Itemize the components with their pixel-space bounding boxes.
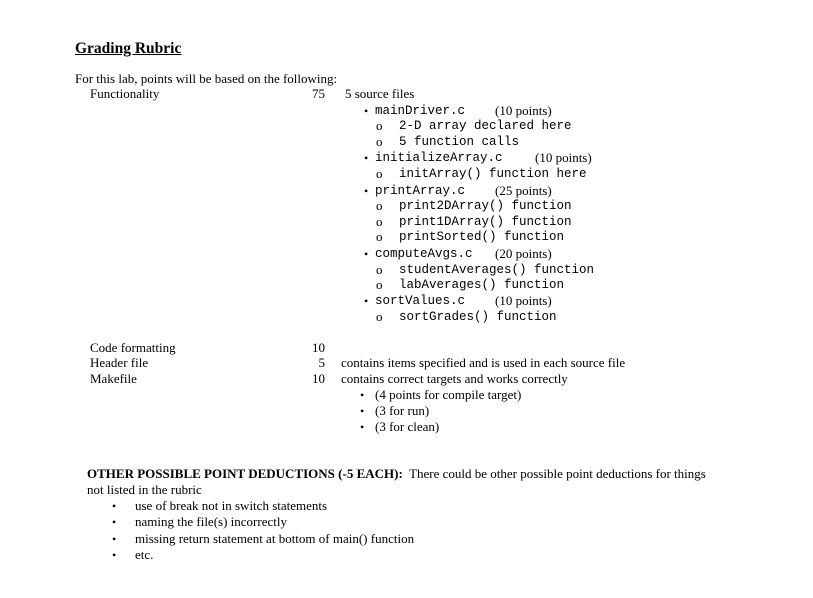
source-file-points: (10 points)	[495, 103, 552, 118]
source-file-name: sortValues.c	[375, 294, 466, 308]
source-file-detail: 2-D array declared here	[399, 119, 572, 133]
bullet-icon: •	[360, 404, 365, 418]
sub-bullet-icon: o	[376, 134, 383, 149]
sub-bullet-icon: o	[376, 229, 383, 244]
bullet-icon: •	[360, 388, 365, 402]
source-file-name: printArray.c	[375, 184, 466, 198]
sub-bullet-icon: o	[376, 309, 383, 324]
functionality-desc: 5 source files	[345, 86, 415, 101]
rubric-row-desc: contains items specified and is used in each source file	[341, 355, 626, 370]
functionality-points: 75	[312, 86, 325, 101]
deductions-paragraph	[87, 466, 706, 482]
sub-bullet-icon: o	[376, 262, 383, 277]
source-file-points: (20 points)	[495, 246, 552, 261]
rubric-row-label: Code formatting	[90, 340, 176, 355]
deductions-heading: OTHER POSSIBLE POINT DEDUCTIONS (-5 EACH):	[87, 466, 403, 481]
deduction-item: missing return statement at bottom of main() function	[135, 531, 415, 546]
sub-bullet-icon: o	[376, 277, 383, 292]
source-file-detail: studentAverages() function	[399, 263, 595, 277]
rubric-row-label: Header file	[90, 355, 149, 370]
makefile-detail: (4 points for compile target)	[375, 387, 522, 402]
source-file-name: initializeArray.c	[375, 151, 503, 165]
sub-bullet-icon: o	[376, 198, 383, 213]
bullet-icon: •	[364, 104, 369, 118]
source-file-detail: print2DArray() function	[399, 199, 572, 213]
deduction-item: naming the file(s) incorrectly	[135, 514, 287, 529]
intro-text: For this lab, points will be based on the following:	[75, 71, 338, 86]
bullet-icon: •	[112, 499, 117, 513]
functionality-label: Functionality	[90, 86, 160, 101]
source-file-name: computeAvgs.c	[375, 247, 473, 261]
deduction-item: use of break not in switch statements	[135, 498, 328, 513]
rubric-row-label: Makefile	[90, 371, 137, 386]
source-file-detail: 5 function calls	[399, 135, 520, 149]
bullet-icon: •	[360, 420, 365, 434]
sub-bullet-icon: o	[376, 214, 383, 229]
bullet-icon: •	[112, 515, 117, 529]
bullet-icon: •	[364, 247, 369, 261]
deductions-text: There could be other possible point deductions for things	[409, 466, 706, 481]
sub-bullet-icon: o	[376, 166, 383, 181]
sub-bullet-icon: o	[376, 118, 383, 133]
source-file-name: mainDriver.c	[375, 104, 466, 118]
source-file-detail: printSorted() function	[399, 230, 565, 244]
source-file-points: (10 points)	[495, 293, 552, 308]
deductions-text-continued: not listed in the rubric	[87, 482, 202, 497]
source-file-detail: initArray() function here	[399, 167, 587, 181]
deduction-item: etc.	[135, 547, 154, 562]
rubric-row-points: 5	[318, 355, 325, 370]
source-file-points: (10 points)	[535, 150, 592, 165]
makefile-detail: (3 for clean)	[375, 419, 440, 434]
bullet-icon: •	[112, 532, 117, 546]
rubric-row-desc: contains correct targets and works correctly	[341, 371, 568, 386]
rubric-row-points: 10	[312, 371, 325, 386]
page-title: Grading Rubric	[75, 40, 182, 57]
source-file-detail: labAverages() function	[399, 278, 565, 292]
source-file-detail: print1DArray() function	[399, 215, 572, 229]
bullet-icon: •	[364, 184, 369, 198]
source-file-detail: sortGrades() function	[399, 310, 557, 324]
bullet-icon: •	[112, 548, 117, 562]
rubric-row-points: 10	[312, 340, 325, 355]
bullet-icon: •	[364, 151, 369, 165]
source-file-points: (25 points)	[495, 183, 552, 198]
makefile-detail: (3 for run)	[375, 403, 430, 418]
bullet-icon: •	[364, 294, 369, 308]
